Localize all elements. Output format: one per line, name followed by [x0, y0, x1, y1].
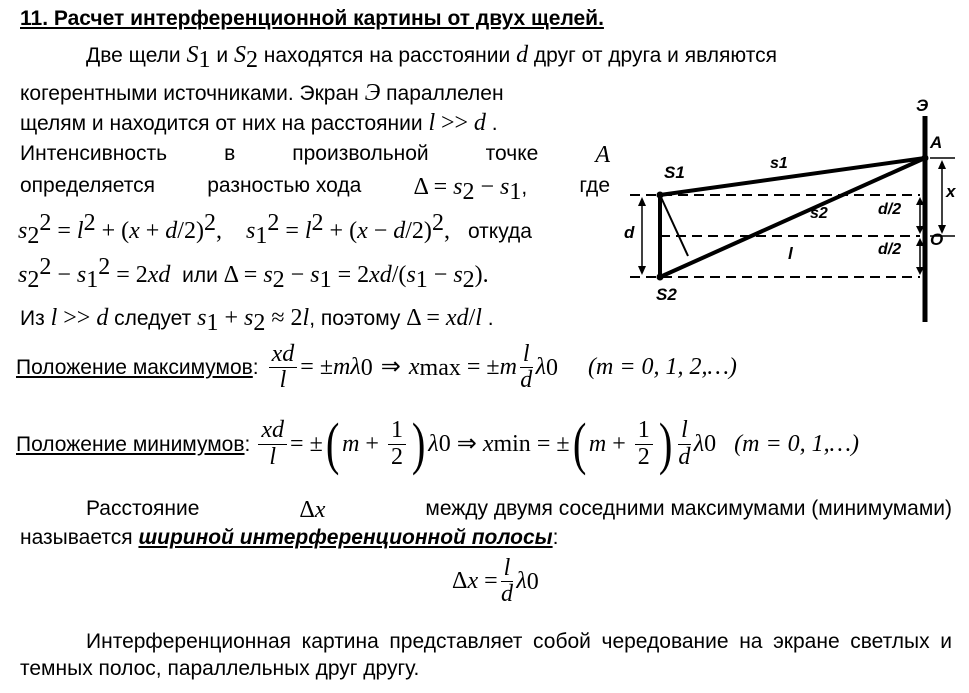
text-line-1: Две щели $S_1$ и $S_2$ находятся на расстоянии d друг от друга и являются	[86, 42, 777, 74]
path-difference-line	[660, 195, 688, 256]
label-d2-bottom: d/2	[878, 241, 902, 258]
maxima-formula: Положение максимумов : $\frac{xd}{l}$ = ± m λ 0 ⇒ x max = ± m $\frac{l}{d}$ λ 0 (m = 0, 1, 2,…)	[16, 341, 737, 394]
two-slit-diagram	[620, 92, 960, 332]
fringe-width-formula: Δ x = $\frac{l}{d}$ λ 0	[452, 555, 539, 608]
label-d2-top: d/2	[878, 201, 902, 218]
maxima-label: Положение максимумов	[16, 356, 253, 380]
text-line-4: Интенсивность в произвольной точке A	[20, 142, 610, 168]
label-S2: S2	[656, 285, 677, 304]
label-d: d	[624, 223, 635, 242]
text-line-2: когерентными источниками. Экран Э параллелен	[20, 80, 504, 106]
formula-squares: $s_2^2 = l^2 + (x + d/2)^2$, $s_1^2 = l^2 + (x - d/2)^2$, откуда	[18, 210, 532, 250]
text-line-width-1: Расстояние Δx между двумя соседними максимумами (минимумами)	[86, 497, 952, 523]
text-line-3: щелям и находится от них на расстоянии l >> d .	[20, 110, 498, 136]
minima-formula: Положение минимумов : $\frac{xd}{l}$ = ± ( m + $\frac{1}{2}$ ) λ 0 ⇒ x min = ± ( m + $\frac{1}{2}$ ) $\frac{l}{d}$ λ 0 (m = 0, 1,…)	[16, 411, 860, 476]
label-A: A	[930, 133, 943, 152]
label-s2: s2	[810, 205, 828, 222]
label-O: O	[930, 230, 944, 249]
formula-difference: $s_2^2 - s_1^2 = 2xd$ или $\Delta = s_2 - s_1 = 2xd/(s_1 - s_2)$.	[18, 254, 489, 294]
label-l: l	[788, 244, 793, 263]
text-line-5: определяется разностью хода $\Delta = s_2 - s_1$, где	[20, 174, 610, 206]
conclusion-paragraph: Интерференционная картина представляет собой чередование на экране светлых и темных полос, параллельных друг другу.	[20, 630, 952, 681]
page-title: 11. Расчет интерференционной картины от двух щелей.	[20, 7, 604, 30]
label-x: x	[946, 182, 956, 201]
label-S1: S1	[664, 163, 685, 182]
minima-label: Положение минимумов	[16, 432, 245, 456]
screen-label: Э	[916, 96, 929, 115]
formula-approx: Из l >> d следует $s_1 + s_2 \approx 2l$, поэтому Δ = xd/l .	[20, 305, 494, 337]
label-s1: s1	[770, 155, 788, 172]
text-line-width-2: называется шириной интерференционной полосы:	[20, 526, 559, 549]
